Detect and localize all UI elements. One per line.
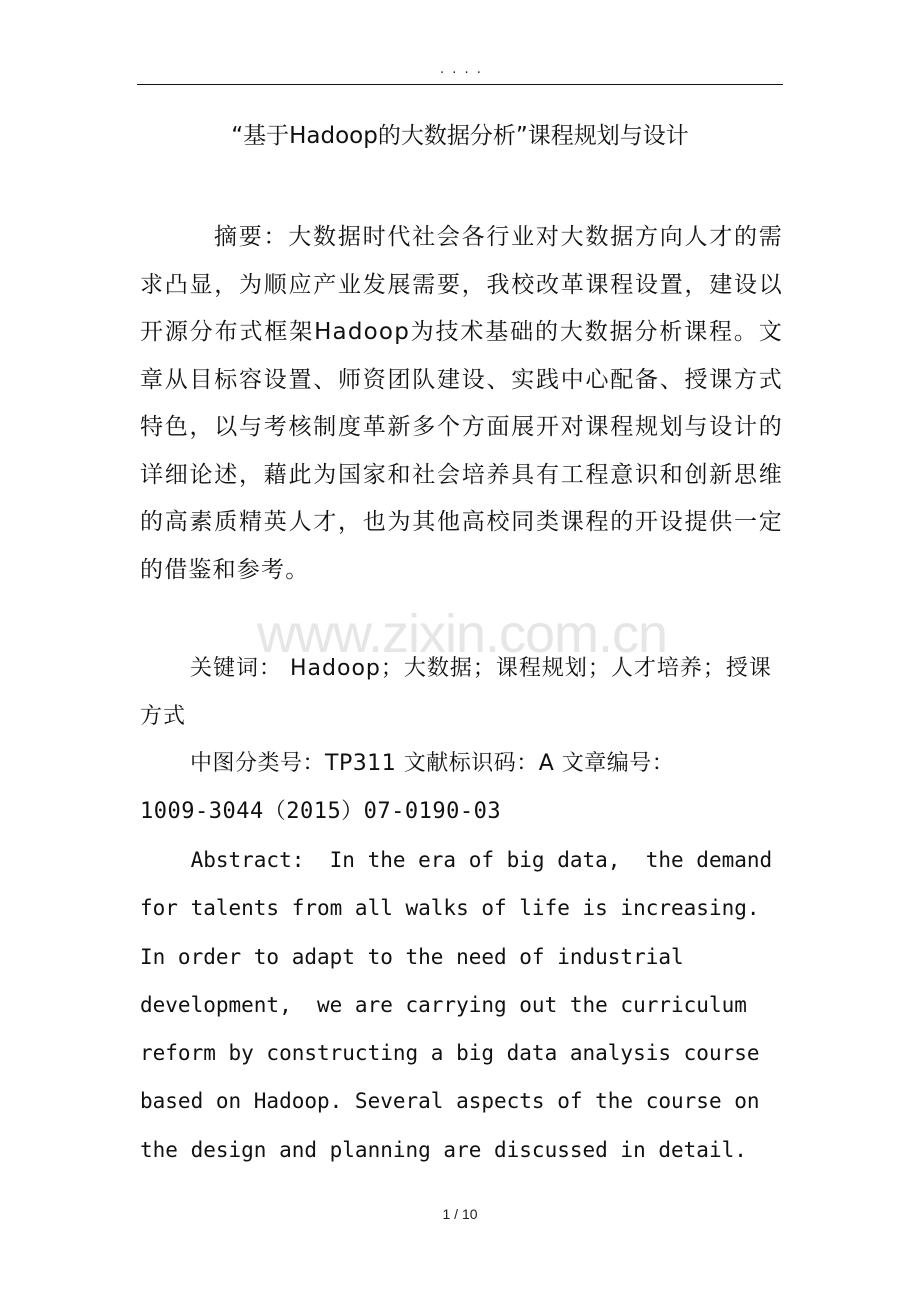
header-dots: . . . . xyxy=(440,62,483,77)
abstract-en-line: for talents from all walks of life is increasing. xyxy=(140,896,760,921)
classification-line-2: 1009-3044（2015）07-0190-03 xyxy=(140,799,502,824)
abstract-en-line: the design and planning are discussed in detail. xyxy=(140,1137,747,1162)
document-title: “基于Hadoop的大数据分析”课程规划与设计 xyxy=(231,123,689,149)
classification-line-1: 中图分类号：TP311 文献标识码：A 文章编号： xyxy=(190,751,675,776)
page-number: 1 / 10 xyxy=(442,1206,478,1222)
abstract-en-line: based on Hadoop. Several aspects of the course on xyxy=(140,1089,760,1114)
abstract-en-line: development, we are carrying out the curriculum xyxy=(140,992,747,1017)
abstract-en-line: Abstract: In the era of big data, the demand xyxy=(140,848,773,872)
header-rule xyxy=(137,84,783,85)
abstract-chinese: 摘要：大数据时代社会各行业对大数据方向人才的需求凸显，为顺应产业发展需要，我校改革课程设置，建设以开源分布式框架Hadoop为技术基础的大数据分析课程。文章从目标容设置、师资团队建设、实践中心配备、授课方式特色，以与考核制度革新多个方面展开对课程规划与设计的详细论述，藉此为国家和社会培养具有工程意识和创新思维的高素质精英人才，也为其他高校同类课程的开设提供一定的借鉴和参考。 xyxy=(140,224,783,583)
abstract-en-line: In order to adapt to the need of industrial xyxy=(140,944,684,969)
classification-info xyxy=(140,740,783,836)
watermark: www.zixin.com.cn xyxy=(256,604,668,664)
abstract-english xyxy=(140,836,783,1174)
keywords: 关键词： Hadoop；大数据；课程规划；人才培养；授课方式 xyxy=(140,656,772,729)
abstract-en-line: reform by constructing a big data analysis course xyxy=(140,1041,760,1066)
